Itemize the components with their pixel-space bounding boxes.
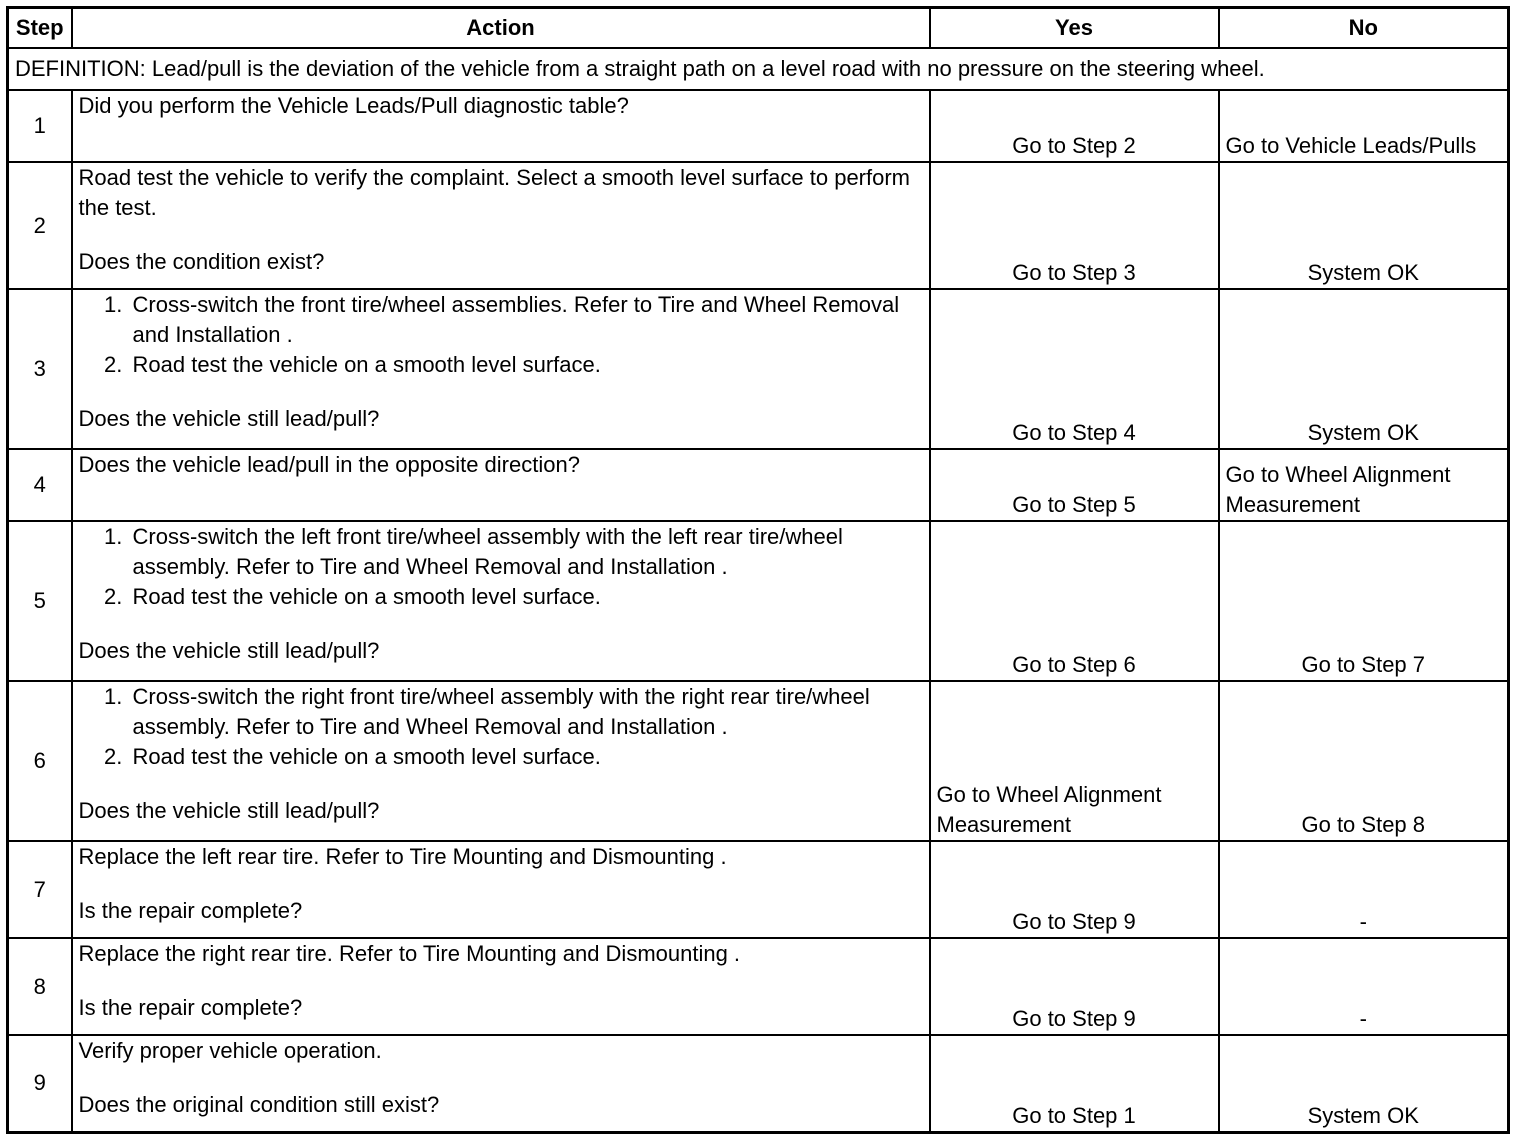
yes-cell: Go to Wheel Alignment Measurement <box>930 681 1219 841</box>
action-text: Did you perform the Vehicle Leads/Pull diagnostic table? <box>78 93 629 118</box>
yes-cell: Go to Step 5 <box>930 449 1219 521</box>
action-cell <box>72 449 930 521</box>
action-cell <box>72 289 930 449</box>
action-cell <box>72 521 930 681</box>
step-number: 9 <box>8 1035 72 1132</box>
no-cell: Go to Step 7 <box>1219 521 1509 681</box>
yes-cell: Go to Step 1 <box>930 1035 1219 1132</box>
yes-cell: Go to Step 9 <box>930 938 1219 1035</box>
no-cell: Go to Vehicle Leads/Pulls <box>1219 90 1509 162</box>
action-cell <box>72 1035 930 1132</box>
action-list <box>79 290 923 380</box>
step-number: 6 <box>8 681 72 841</box>
header-step: Step <box>8 8 72 49</box>
yes-cell: Go to Step 6 <box>930 521 1219 681</box>
step-number: 4 <box>8 449 72 521</box>
step-number: 1 <box>8 90 72 162</box>
action-cell <box>72 841 930 938</box>
yes-cell: Go to Step 9 <box>930 841 1219 938</box>
action-question: Does the vehicle still lead/pull? <box>78 638 380 663</box>
action-text: Road test the vehicle to verify the complaint. Select a smooth level surface to perform the test. <box>78 165 911 220</box>
step-number: 5 <box>8 521 72 681</box>
list-item: 2. Road test the vehicle on a smooth level surface. <box>129 350 923 380</box>
no-cell: System OK <box>1219 162 1509 289</box>
action-cell <box>72 90 930 162</box>
table-row <box>8 162 1509 289</box>
action-list <box>79 682 923 772</box>
action-text: Does the vehicle lead/pull in the opposite direction? <box>78 452 580 477</box>
action-question: Does the condition exist? <box>78 249 325 274</box>
no-cell: System OK <box>1219 289 1509 449</box>
action-cell <box>72 938 930 1035</box>
table-row <box>8 1035 1509 1132</box>
yes-cell: Go to Step 2 <box>930 90 1219 162</box>
list-item: 1. Cross-switch the right front tire/wheel assembly with the right rear tire/wheel assembly. Refer to Tire and Wheel Removal and Installation . <box>129 682 923 742</box>
header-row <box>8 8 1509 49</box>
yes-cell: Go to Step 3 <box>930 162 1219 289</box>
table-row <box>8 841 1509 938</box>
table-row <box>8 449 1509 521</box>
table-row <box>8 681 1509 841</box>
no-cell: Go to Wheel Alignment Measurement <box>1219 449 1509 521</box>
action-text: Verify proper vehicle operation. <box>78 1038 382 1063</box>
no-cell: - <box>1219 841 1509 938</box>
action-text: Replace the left rear tire. Refer to Tire Mounting and Dismounting . <box>78 844 727 869</box>
action-text: Replace the right rear tire. Refer to Tire Mounting and Dismounting . <box>78 941 741 966</box>
list-item: 1. Cross-switch the left front tire/wheel assembly with the left rear tire/wheel assembly. Refer to Tire and Wheel Removal and Installation . <box>129 522 923 582</box>
no-cell: Go to Step 8 <box>1219 681 1509 841</box>
action-question: Does the vehicle still lead/pull? <box>78 798 380 823</box>
yes-cell: Go to Step 4 <box>930 289 1219 449</box>
definition-row <box>8 48 1509 90</box>
list-item: 1. Cross-switch the front tire/wheel assemblies. Refer to Tire and Wheel Removal and Installation . <box>129 290 923 350</box>
action-cell <box>72 681 930 841</box>
action-question: Is the repair complete? <box>78 995 303 1020</box>
action-question: Is the repair complete? <box>78 898 303 923</box>
definition-text: DEFINITION: Lead/pull is the deviation of the vehicle from a straight path on a level road with no pressure on the steering wheel. <box>8 48 1509 90</box>
no-cell: System OK <box>1219 1035 1509 1132</box>
action-question: Does the vehicle still lead/pull? <box>78 406 380 431</box>
header-no: No <box>1219 8 1509 49</box>
action-cell <box>72 162 930 289</box>
table-row <box>8 90 1509 162</box>
header-yes: Yes <box>930 8 1219 49</box>
header-action: Action <box>72 8 930 49</box>
step-number: 7 <box>8 841 72 938</box>
action-question: Does the original condition still exist? <box>78 1092 440 1117</box>
step-number: 8 <box>8 938 72 1035</box>
diagnostic-table <box>6 6 1510 1134</box>
table-row <box>8 521 1509 681</box>
table-row <box>8 289 1509 449</box>
table-row <box>8 938 1509 1035</box>
no-cell: - <box>1219 938 1509 1035</box>
list-item: 2. Road test the vehicle on a smooth level surface. <box>129 582 923 612</box>
step-number: 2 <box>8 162 72 289</box>
action-list <box>79 522 923 612</box>
list-item: 2. Road test the vehicle on a smooth level surface. <box>129 742 923 772</box>
step-number: 3 <box>8 289 72 449</box>
